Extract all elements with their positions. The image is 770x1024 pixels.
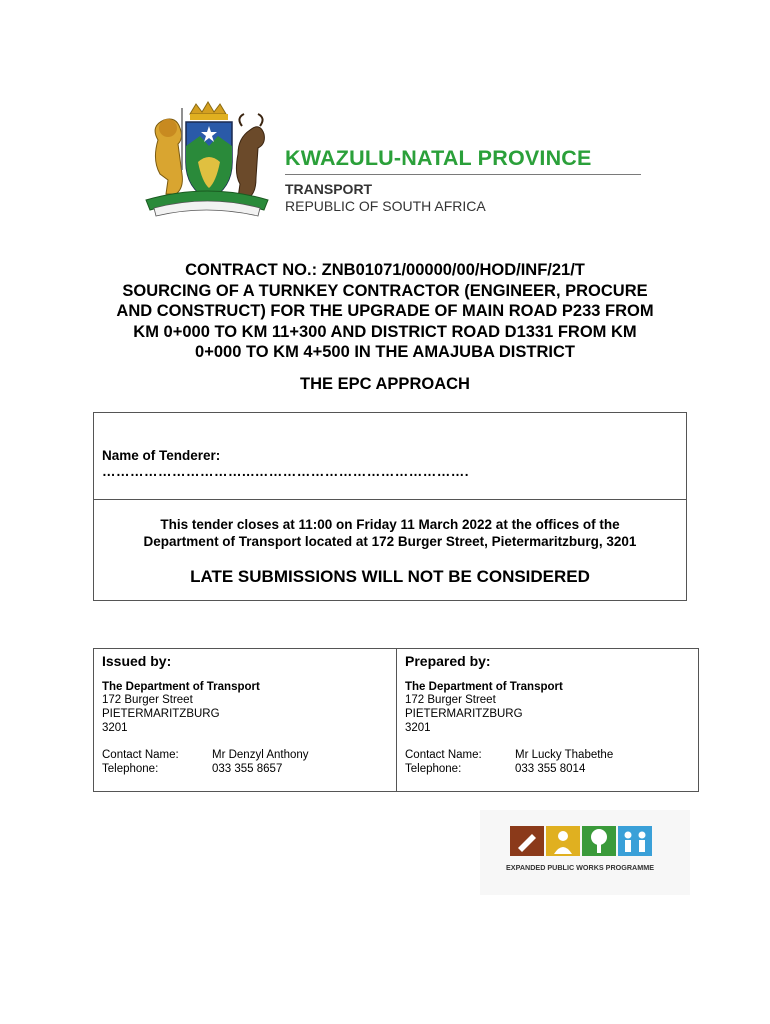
issuer-organisation: The Department of Transport <box>102 681 260 693</box>
closing-notice <box>94 516 686 550</box>
department-name: TRANSPORT <box>285 181 373 197</box>
telephone-label: Telephone: <box>102 763 159 775</box>
contract-line: AND CONSTRUCT) FOR THE UPGRADE OF MAIN ROAD P233 FROM <box>116 302 654 320</box>
issuer-street: 172 Burger Street <box>102 694 193 706</box>
preparer-postal-code: 3201 <box>405 722 431 734</box>
telephone-value: 033 355 8014 <box>515 763 586 775</box>
preparer-city: PIETERMARITZBURG <box>405 708 523 720</box>
contract-line: 0+000 TO KM 4+500 IN THE AMAJUBA DISTRICT <box>195 343 575 361</box>
tenderer-name-label: Name of Tenderer: <box>102 448 221 463</box>
contact-name-label: Contact Name: <box>102 749 179 761</box>
issuer-postal-code: 3201 <box>102 722 128 734</box>
contact-name-value: Mr Lucky Thabethe <box>515 749 614 761</box>
contract-line: SOURCING OF A TURNKEY CONTRACTOR (ENGINEER, PROCURE <box>122 281 648 300</box>
contract-line: CONTRACT NO.: ZNB01071/00000/00/HOD/INF/21/T <box>185 261 585 279</box>
telephone-value: 033 355 8657 <box>212 763 283 775</box>
tenderer-name-field[interactable]: …………………………...………………………………………. <box>102 464 470 479</box>
approach-heading: THE EPC APPROACH <box>300 375 470 393</box>
issued-by-column <box>94 649 396 791</box>
prepared-by-column <box>396 649 698 791</box>
epwp-logo <box>480 810 690 895</box>
issuer-contact-row <box>102 748 388 762</box>
department-branding <box>285 146 645 214</box>
prepared-by-heading: Prepared by: <box>405 653 491 669</box>
epwp-label: EXPANDED PUBLIC WORKS PROGRAMME <box>505 863 655 872</box>
issued-prepared-table <box>93 648 699 792</box>
contract-line: KM 0+000 TO KM 11+300 AND DISTRICT ROAD D1331 FROM KM <box>133 322 637 341</box>
contract-title <box>60 260 710 363</box>
tenderer-name-section <box>94 413 686 500</box>
contact-name-label: Contact Name: <box>405 749 482 761</box>
telephone-label: Telephone: <box>405 763 462 775</box>
closing-line: Department of Transport located at 172 Burger Street, Pietermaritzburg, 3201 <box>143 534 637 549</box>
closing-line: This tender closes at 11:00 on Friday 11 March 2022 at the offices of the <box>160 517 620 532</box>
epwp-tile-community <box>618 826 652 856</box>
issuer-city: PIETERMARITZBURG <box>102 708 220 720</box>
issued-by-heading: Issued by: <box>102 653 172 669</box>
province-title: KWAZULU-NATAL PROVINCE <box>285 146 592 170</box>
coat-of-arms-logo <box>138 100 276 225</box>
country-name: REPUBLIC OF SOUTH AFRICA <box>285 198 486 214</box>
preparer-street: 172 Burger Street <box>405 694 496 706</box>
preparer-organisation: The Department of Transport <box>405 681 563 693</box>
tender-box <box>93 412 687 601</box>
preparer-contact-row <box>405 748 690 762</box>
preparer-phone-row <box>405 762 690 776</box>
contact-name-value: Mr Denzyl Anthony <box>212 749 309 761</box>
issuer-phone-row <box>102 762 388 776</box>
branding-divider <box>285 174 641 175</box>
late-submission-notice: LATE SUBMISSIONS WILL NOT BE CONSIDERED <box>190 567 590 586</box>
